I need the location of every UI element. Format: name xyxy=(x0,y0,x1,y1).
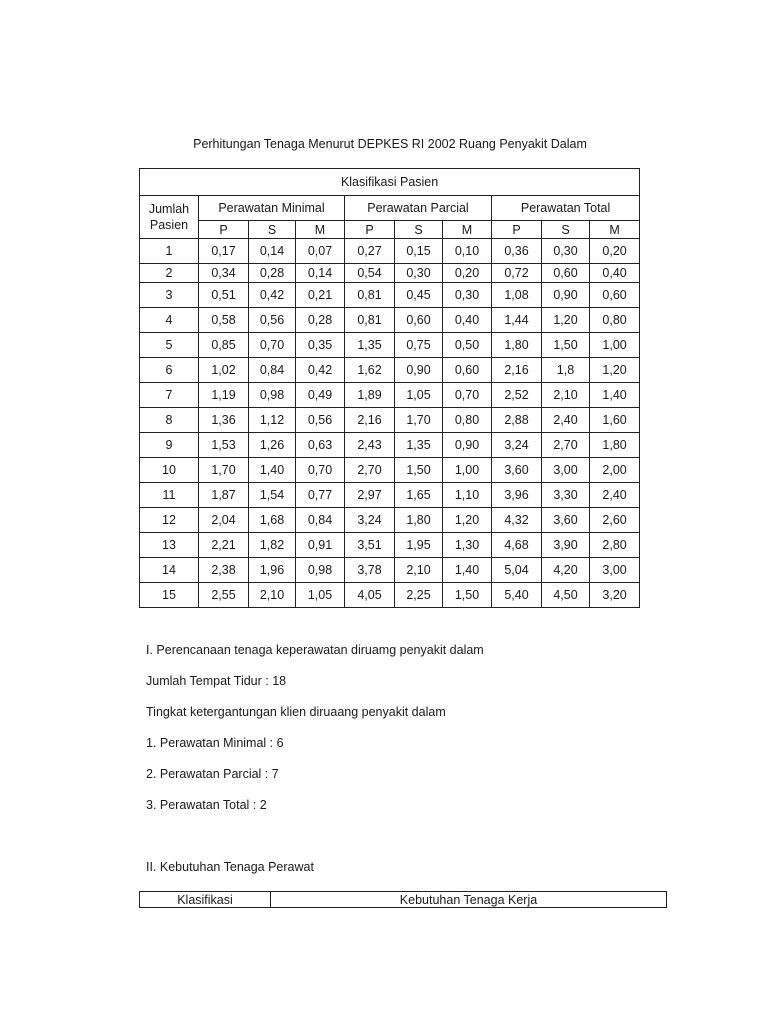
table-cell: 1,70 xyxy=(395,408,443,433)
table-cell: 0,58 xyxy=(199,308,249,333)
table-cell: 2,04 xyxy=(199,508,249,533)
table-cell: 3,24 xyxy=(492,433,542,458)
table-cell: 1,68 xyxy=(249,508,296,533)
table-cell: 2,00 xyxy=(590,458,640,483)
table-cell: 2,88 xyxy=(492,408,542,433)
table-cell: 0,50 xyxy=(443,333,492,358)
table-cell: 1,60 xyxy=(590,408,640,433)
table-cell: 0,56 xyxy=(249,308,296,333)
patient-count-cell: 5 xyxy=(140,333,199,358)
table-cell: 0,70 xyxy=(443,383,492,408)
table-cell: 3,20 xyxy=(590,583,640,608)
patient-count-cell: 4 xyxy=(140,308,199,333)
table-cell: 5,04 xyxy=(492,558,542,583)
table-cell: 1,40 xyxy=(249,458,296,483)
table-row xyxy=(140,383,640,408)
table-cell: 1,8 xyxy=(542,358,590,383)
table-cell: 1,89 xyxy=(345,383,395,408)
shift-header: P xyxy=(199,221,249,239)
table-row xyxy=(140,239,640,264)
table-cell: 1,10 xyxy=(443,483,492,508)
table-cell: 0,70 xyxy=(296,458,345,483)
table-cell: 2,40 xyxy=(590,483,640,508)
needs-table xyxy=(139,891,667,908)
shift-header: S xyxy=(249,221,296,239)
table-cell: 0,07 xyxy=(296,239,345,264)
table-cell: 1,20 xyxy=(590,358,640,383)
table-cell: 0,80 xyxy=(443,408,492,433)
table-cell: 4,05 xyxy=(345,583,395,608)
patient-count-header: Jumlah Pasien xyxy=(140,196,199,239)
table-cell: 0,15 xyxy=(395,239,443,264)
table-cell: 1,40 xyxy=(443,558,492,583)
shift-header: M xyxy=(296,221,345,239)
table-row xyxy=(140,483,640,508)
table-cell: 0,14 xyxy=(296,264,345,283)
table-cell: 2,16 xyxy=(345,408,395,433)
table-cell: 0,40 xyxy=(443,308,492,333)
minimal-care-count: 1. Perawatan Minimal : 6 xyxy=(146,736,284,750)
table-row xyxy=(140,283,640,308)
table-cell: 0,60 xyxy=(590,283,640,308)
table-cell: 3,60 xyxy=(492,458,542,483)
table-cell: 0,84 xyxy=(249,358,296,383)
table-cell: 1,35 xyxy=(345,333,395,358)
table-cell: 1,35 xyxy=(395,433,443,458)
table-cell: 2,43 xyxy=(345,433,395,458)
patient-count-cell: 10 xyxy=(140,458,199,483)
table-cell: 1,08 xyxy=(492,283,542,308)
patient-count-cell: 3 xyxy=(140,283,199,308)
document-title: Perhitungan Tenaga Menurut DEPKES RI 2002 Ruang Penyakit Dalam xyxy=(193,137,587,151)
table-cell: 0,90 xyxy=(542,283,590,308)
table-cell: 1,44 xyxy=(492,308,542,333)
table-cell: 2,21 xyxy=(199,533,249,558)
table-cell: 0,20 xyxy=(590,239,640,264)
table-cell: 3,90 xyxy=(542,533,590,558)
table-row xyxy=(140,583,640,608)
table-cell: 0,63 xyxy=(296,433,345,458)
shift-header: S xyxy=(395,221,443,239)
shift-header: S xyxy=(542,221,590,239)
table-cell: 3,24 xyxy=(345,508,395,533)
table-cell: 0,77 xyxy=(296,483,345,508)
shift-header: P xyxy=(492,221,542,239)
category-header-parcial: Perawatan Parcial xyxy=(345,196,492,221)
table-cell: 0,56 xyxy=(296,408,345,433)
table-cell: 0,21 xyxy=(296,283,345,308)
table-row xyxy=(140,558,640,583)
patient-count-cell: 8 xyxy=(140,408,199,433)
parcial-care-count: 2. Perawatan Parcial : 7 xyxy=(146,767,279,781)
patient-count-cell: 6 xyxy=(140,358,199,383)
table-cell: 1,05 xyxy=(395,383,443,408)
patient-count-cell: 15 xyxy=(140,583,199,608)
table-cell: 1,36 xyxy=(199,408,249,433)
table-row xyxy=(140,408,640,433)
table-cell: 0,84 xyxy=(296,508,345,533)
table-cell: 3,78 xyxy=(345,558,395,583)
table-cell: 1,96 xyxy=(249,558,296,583)
table-cell: 1,20 xyxy=(542,308,590,333)
needs-col-classification: Klasifikasi xyxy=(140,892,271,908)
table-cell: 1,12 xyxy=(249,408,296,433)
needs-col-workforce: Kebutuhan Tenaga Kerja xyxy=(271,892,667,908)
table-cell: 0,42 xyxy=(296,358,345,383)
table-cell: 1,80 xyxy=(492,333,542,358)
table-cell: 0,98 xyxy=(249,383,296,408)
table-cell: 0,17 xyxy=(199,239,249,264)
table-cell: 3,60 xyxy=(542,508,590,533)
table-cell: 1,00 xyxy=(443,458,492,483)
table-row xyxy=(140,533,640,558)
table-cell: 1,80 xyxy=(590,433,640,458)
table-cell: 0,28 xyxy=(296,308,345,333)
category-header-total: Perawatan Total xyxy=(492,196,640,221)
table-cell: 1,50 xyxy=(542,333,590,358)
table-row xyxy=(140,333,640,358)
table-cell: 1,40 xyxy=(590,383,640,408)
beds-count: Jumlah Tempat Tidur : 18 xyxy=(146,674,287,688)
table-cell: 4,32 xyxy=(492,508,542,533)
table-cell: 1,19 xyxy=(199,383,249,408)
table-cell: 1,02 xyxy=(199,358,249,383)
table-cell: 0,91 xyxy=(296,533,345,558)
table-cell: 1,87 xyxy=(199,483,249,508)
table-cell: 0,70 xyxy=(249,333,296,358)
shift-header: M xyxy=(443,221,492,239)
patient-count-cell: 14 xyxy=(140,558,199,583)
table-cell: 0,28 xyxy=(249,264,296,283)
total-care-count: 3. Perawatan Total : 2 xyxy=(146,798,267,812)
table-cell: 2,38 xyxy=(199,558,249,583)
table-cell: 0,60 xyxy=(443,358,492,383)
table-cell: 0,27 xyxy=(345,239,395,264)
table-cell: 0,36 xyxy=(492,239,542,264)
table-cell: 0,72 xyxy=(492,264,542,283)
table-cell: 2,10 xyxy=(395,558,443,583)
table-cell: 4,20 xyxy=(542,558,590,583)
table-cell: 2,10 xyxy=(249,583,296,608)
table-cell: 2,40 xyxy=(542,408,590,433)
table-cell: 2,55 xyxy=(199,583,249,608)
table-cell: 0,20 xyxy=(443,264,492,283)
section2-heading: II. Kebutuhan Tenaga Perawat xyxy=(146,860,314,874)
table-row xyxy=(140,358,640,383)
table-cell: 0,45 xyxy=(395,283,443,308)
table-cell: 0,54 xyxy=(345,264,395,283)
table-cell: 2,60 xyxy=(590,508,640,533)
table-cell: 3,51 xyxy=(345,533,395,558)
table-cell: 0,90 xyxy=(395,358,443,383)
patient-count-cell: 12 xyxy=(140,508,199,533)
table-cell: 0,81 xyxy=(345,308,395,333)
table-cell: 2,25 xyxy=(395,583,443,608)
table-cell: 0,14 xyxy=(249,239,296,264)
classification-header: Klasifikasi Pasien xyxy=(140,169,640,196)
table-cell: 1,53 xyxy=(199,433,249,458)
table-cell: 0,60 xyxy=(395,308,443,333)
table-cell: 1,80 xyxy=(395,508,443,533)
staffing-table xyxy=(139,168,640,608)
table-cell: 0,40 xyxy=(590,264,640,283)
table-row xyxy=(140,264,640,283)
table-cell: 2,52 xyxy=(492,383,542,408)
table-row xyxy=(140,308,640,333)
table-cell: 4,68 xyxy=(492,533,542,558)
table-cell: 0,90 xyxy=(443,433,492,458)
table-cell: 1,26 xyxy=(249,433,296,458)
table-cell: 1,50 xyxy=(395,458,443,483)
table-cell: 0,81 xyxy=(345,283,395,308)
table-cell: 0,60 xyxy=(542,264,590,283)
table-cell: 0,49 xyxy=(296,383,345,408)
table-cell: 0,30 xyxy=(395,264,443,283)
table-cell: 0,42 xyxy=(249,283,296,308)
table-cell: 1,95 xyxy=(395,533,443,558)
patient-count-cell: 2 xyxy=(140,264,199,283)
table-cell: 1,00 xyxy=(590,333,640,358)
table-cell: 0,75 xyxy=(395,333,443,358)
table-cell: 0,51 xyxy=(199,283,249,308)
table-cell: 2,10 xyxy=(542,383,590,408)
table-cell: 3,30 xyxy=(542,483,590,508)
section1-heading: I. Perencanaan tenaga keperawatan diruamg penyakit dalam xyxy=(146,643,484,657)
table-cell: 2,70 xyxy=(345,458,395,483)
table-cell: 1,54 xyxy=(249,483,296,508)
table-cell: 3,96 xyxy=(492,483,542,508)
patient-count-cell: 13 xyxy=(140,533,199,558)
table-cell: 4,50 xyxy=(542,583,590,608)
patient-count-cell: 7 xyxy=(140,383,199,408)
shift-header: M xyxy=(590,221,640,239)
table-cell: 2,97 xyxy=(345,483,395,508)
table-cell: 1,62 xyxy=(345,358,395,383)
table-cell: 0,98 xyxy=(296,558,345,583)
table-cell: 1,20 xyxy=(443,508,492,533)
table-cell: 2,70 xyxy=(542,433,590,458)
shift-header: P xyxy=(345,221,395,239)
table-cell: 1,70 xyxy=(199,458,249,483)
table-cell: 1,65 xyxy=(395,483,443,508)
table-cell: 3,00 xyxy=(590,558,640,583)
table-cell: 0,30 xyxy=(542,239,590,264)
table-row xyxy=(140,433,640,458)
dependency-line: Tingkat ketergantungan klien diruaang penyakit dalam xyxy=(146,705,446,719)
category-header-minimal: Perawatan Minimal xyxy=(199,196,345,221)
table-cell: 1,82 xyxy=(249,533,296,558)
table-cell: 0,85 xyxy=(199,333,249,358)
table-cell: 1,05 xyxy=(296,583,345,608)
table-row xyxy=(140,458,640,483)
patient-count-cell: 11 xyxy=(140,483,199,508)
table-cell: 1,30 xyxy=(443,533,492,558)
table-cell: 1,50 xyxy=(443,583,492,608)
table-cell: 0,80 xyxy=(590,308,640,333)
table-cell: 0,35 xyxy=(296,333,345,358)
table-cell: 3,00 xyxy=(542,458,590,483)
table-cell: 2,80 xyxy=(590,533,640,558)
table-row xyxy=(140,508,640,533)
patient-count-cell: 1 xyxy=(140,239,199,264)
patient-count-cell: 9 xyxy=(140,433,199,458)
table-cell: 0,30 xyxy=(443,283,492,308)
table-cell: 0,34 xyxy=(199,264,249,283)
table-cell: 2,16 xyxy=(492,358,542,383)
table-cell: 5,40 xyxy=(492,583,542,608)
table-cell: 0,10 xyxy=(443,239,492,264)
